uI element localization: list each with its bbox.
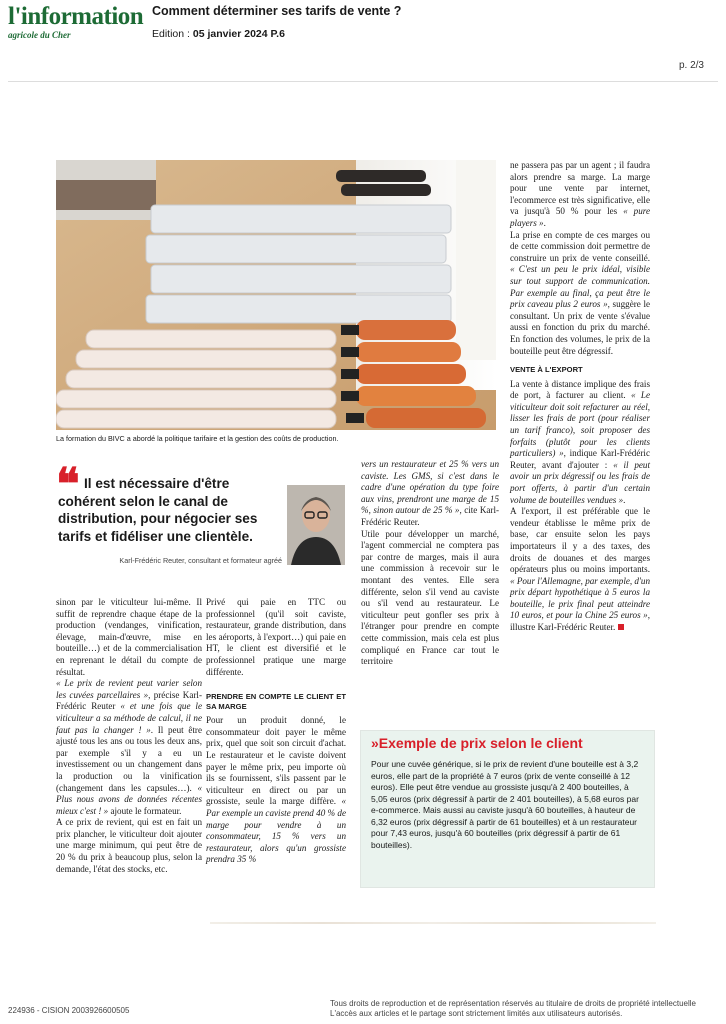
logo-subtitle: agricole du Cher [8, 30, 71, 40]
box-title: »Exemple de prix selon le client [371, 735, 583, 751]
author-portrait [287, 485, 345, 565]
paragraph: vers un restaurateur et 25 % vers un caviste. Les GMS, si c'est dans le cadre d'une opération du type foire aux vins, prendront une marge de 15 %, sinon autour de 25 % », cite Karl-Frédéric Reuter. [361, 459, 500, 527]
article-title: Comment déterminer ses tarifs de vente ? [152, 4, 402, 18]
article-photo [56, 160, 496, 430]
paragraph: A l'export, il est préférable que le vendeur établisse le même prix de base, car ensuite selon les pays importateurs il y a des taxes, des droits de douanes et des marges opérateurs plus ou moins importants. « Pour l'Allemagne, par exemple, d'un prix départ hypothétique à 5 euros la bouteille, le prix final peut atteindre 10 euros, et pour la Chine 25 euros », illustre Karl-Frédéric Reuter. [510, 506, 651, 633]
document-id: 224936 - CISION 2003926600505 [8, 1006, 130, 1015]
box-body: Pour une cuvée générique, si le prix de revient d'une bouteille est à 3,2 euros, elle part de la propriété à 7 euros (prix de vente conseillé à 12 euros). Elle peut être vendue au grossiste jusqu'à 2 400 bouteilles, à 5,05 euros (prix dégressif à partir de 2 401 bouteilles), à 5,68 euros par e-commerce. Mais aussi au caviste jusqu'à 60 bouteilles, à hauteur de 6,32 euros (prix dégressif à partir de 61 bouteilles) et à un restaurateur pour 7,43 euros, jusqu'à 60 bouteilles (prix dégressif à partir de 61 bouteilles). [371, 759, 639, 850]
page-number: p. 2/3 [678, 60, 704, 71]
wine-bottles-photo [56, 160, 496, 430]
paragraph: « Le prix de revient peut varier selon les cuvées parcellaires », précise Karl-Frédéric Reuter « et une fois que le viticulteur a sa méthode de calcul, il ne faut pas la changer ! ». Il peut être ajusté tous les ans ou tous les deux ans, par exemple s'il y a eu un investissement ou un changement dans la production ou la vinification (changement dans les capsules…). « Plus nous avons de données récentes mieux c'est ! » ajoute le formateur. [56, 678, 202, 816]
subheading: VENTE À L'EXPORT [510, 365, 583, 375]
paragraph: La vente à distance implique des frais de port, à facturer au client. « Le viticulteur doit soit refacturer au réel, lisser les frais de port (pour réaliser un tarif franco), soit proposer des forfaits (plutôt pour les clients particuliers) », indique Karl-Frédéric Reuter, avant d'ajouter : « il peut avoir un prix dégressif ou les frais de port offerts, à partir d'un certain volume de bouteilles vendues ». [510, 378, 650, 505]
article-column-4 [510, 160, 650, 634]
decorative-divider [210, 922, 656, 924]
paragraph: Pour un produit donné, le consommateur doit payer le même prix, quel que soit son circuit d'achat. Le restaurateur et le caviste doivent payer le même prix, peu importe où ils se fournissent, s'ils passent par le viticulteur en direct ou par un grossiste, seule la marge diffère. « Par exemple un caviste prend 40 % de marge pour vendre à un consommateur, 15 % vers un restaurateur, alors qu'un grossiste prendra 35 % [206, 715, 346, 865]
edition-date: 05 janvier 2024 P.6 [192, 28, 285, 40]
subheading: PRENDRE EN COMPTE LE CLIENT ET SA MARGE [206, 692, 346, 711]
paragraph: La prise en compte de ces marges ou de cette commission doit permettre de construire un prix de vente conseillé. « C'est un peu le prix idéal, visible sur tout support de communication. Par exemple au final, ça peut être le prix caveau plus 2 euros », suggère le consultant. Un prix de vente s'évalue aussi en fonction du prix du marché. En fonction des volumes, le prix de la bouteille peut être dégressif. [510, 229, 651, 356]
pull-quote: Il est nécessaire d'être cohérent selon le canal de distribution, pour négocier ses tarifs et fidéliser une clientèle. [58, 476, 258, 544]
end-mark-icon [618, 624, 624, 630]
publication-logo [8, 3, 144, 40]
edition-line [152, 28, 285, 40]
paragraph: Privé qui paie en TTC ou professionnel (qu'il soit caviste, restaurateur, grande distribution, dans les aéroports, à l'export…) qui paie en HT, le client est diversifié et le professionnel pratique une marge différente. [206, 597, 346, 677]
article-column-1 [56, 597, 202, 875]
person-photo [287, 485, 345, 565]
article-column-3 [361, 459, 499, 668]
copyright-notice: Tous droits de reproduction et de représentation réservés au titulaire de droits de propriété intellectuelle L'accès aux articles et le partage sont strictement limités aux utilisateurs autorisés. [330, 999, 696, 1018]
logo-title: l'information [8, 3, 144, 30]
paragraph: Utile pour développer un marché, l'agent commercial ne comptera pas par contre de marges, mais il aura une commission à recevoir sur le montant des ventes. Elle sera différente, selon s'il vend au caviste ou s'il vend au restaurateur. Le viticulteur peut gonfler ses prix à l'étranger pour prendre en compte cette commission, mais cela est plus compliqué en France car tout le territoire [361, 528, 499, 667]
edition-label: Edition : [152, 28, 193, 40]
paragraph: sinon par le viticulteur lui-même. Il suffit de reprendre chaque étape de la production (vendanges, vinification, élevage, main-d'œuvre, mise en bouteille…) et de la commercialisation en reprenant le détail du compte de résultat. [56, 597, 202, 677]
photo-caption: La formation du BIVC a abordé la politique tarifaire et la gestion des coûts de production. [56, 434, 339, 443]
paragraph: A ce prix de revient, qui est en fait un prix plancher, le viticulteur doit ajouter une marge minimum, qui peut être de 20 % du prix à beaucoup plus, selon la demande, l'état des stocks, etc. [56, 817, 202, 874]
double-chevron-icon: » [371, 735, 379, 751]
paragraph: ne passera pas par un agent ; il faudra alors prendre sa marge. La marge pour une vente par internet, l'ecommerce est très significative, elle va jusqu'à 50 % pour les « pure players ». [510, 160, 650, 228]
article-column-2 [206, 597, 346, 866]
header-divider [8, 81, 718, 82]
pull-quote-author: Karl-Frédéric Reuter, consultant et formateur agréé [119, 556, 282, 565]
quote-mark-icon: ❝ [56, 460, 80, 509]
price-example-box [360, 730, 655, 888]
